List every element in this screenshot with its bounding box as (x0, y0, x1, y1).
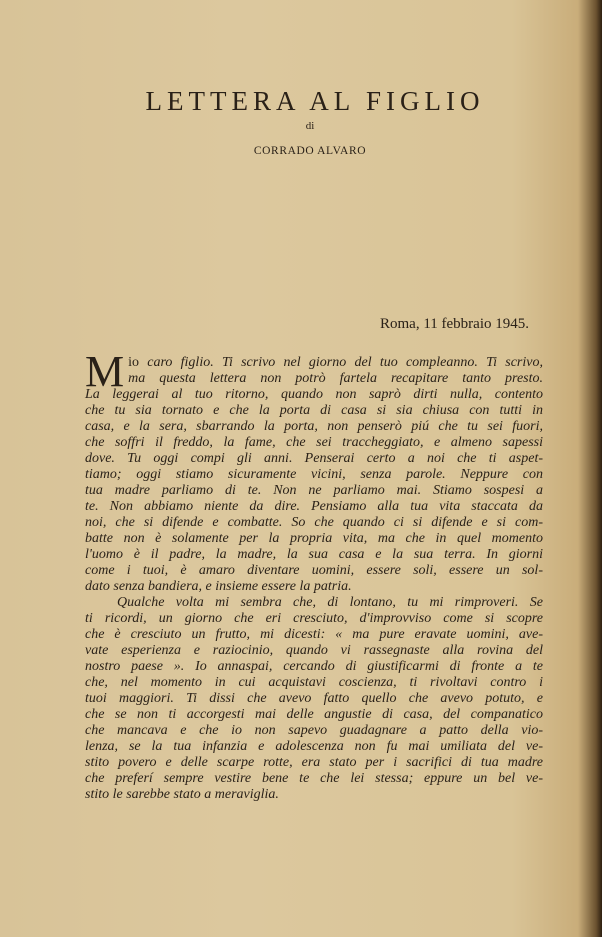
text-line: tua madre parliamo di te. Non ne parliamo mai. Stiamo sospesi a (85, 483, 543, 498)
text-line: batte non è solamente per la propria vita, ma che in quel momento (85, 531, 543, 546)
text-line: Qualche volta mi sembra che, di lontano, tu mi rimproveri. Se (117, 595, 543, 610)
text-line: l'uomo è il padre, la madre, la sua casa e la sua terra. In giorni (85, 547, 543, 562)
text-line: lenza, se la tua infanzia e adolescenza non fu mai umiliata del ve- (85, 739, 543, 754)
text-line: tiamo; oggi stiamo sicuramente vicini, senza parole. Neppure con (85, 467, 543, 482)
text-line: tuoi maggiori. Ti dissi che avevo fatto quello che avevo potuto, e (85, 691, 543, 706)
text-line: nostro paese ». Io annaspai, cercando di giustificarmi di fronte a te (85, 659, 543, 674)
text-line: che mancava e che io non sapevo guadagnare a patto della vio- (85, 723, 543, 738)
first-word-rest: io (128, 355, 140, 370)
dateline: Roma, 11 febbraio 1945. (380, 316, 529, 332)
line-text: caro figlio. Ti scrivo nel giorno del tuo compleanno. Ti scrivo, (139, 355, 543, 370)
letter-body (85, 355, 543, 803)
text-line: ti ricordi, un giorno che eri cresciuto, d'improvviso come si scopre (85, 611, 543, 626)
text-line: La leggerai al tuo ritorno, quando non saprò dirti nulla, contento (85, 387, 543, 402)
text-line: dato senza bandiera, e insieme essere la patria. (85, 579, 352, 594)
author-name: CORRADO ALVARO (253, 145, 367, 157)
text-line: che tu sia tornato e che la porta di casa si sia chiusa con tutti in (85, 403, 543, 418)
byline-di: di (305, 120, 315, 132)
text-line: ma questa lettera non potrò fartela recapitare tanto presto. (128, 371, 543, 386)
article-title: LETTERA AL FIGLIO (145, 86, 485, 116)
text-line: che soffri il freddo, la fame, che sei traccheggiato, e almeno sapessi (85, 435, 543, 450)
text-line: stito le sarebbe stato a meraviglia. (85, 787, 279, 802)
drop-cap: M (85, 355, 125, 387)
text-line: stito povero e delle scarpe rotte, era stato per i sacrifici di tua madre (85, 755, 543, 770)
text-line: come i tuoi, è amaro diventare uomini, essere soli, essere un sol- (85, 563, 543, 578)
text-line: che è cresciuto un frutto, mi dicesti: « ma pure eravate uomini, ave- (85, 627, 543, 642)
text-line: casa, e la sera, sbarrando la porta, non penserò piú che tu sei fuori, (85, 419, 543, 434)
text-line (85, 355, 543, 371)
text-line: vate esperienza e raziocinio, quando vi rassegnaste alla rovina del (85, 643, 543, 658)
text-line: che se non ti accorgesti mai delle angustie di casa, del companatico (85, 707, 543, 722)
text-line: noi, che si difende e combatte. So che quando ci si difende e si com- (85, 515, 543, 530)
text-line: che, nel momento in cui acquistavi coscienza, ti rivoltavi contro i (85, 675, 543, 690)
text-line: che preferí sempre vestire bene te che lei stessa; eppure un bel ve- (85, 771, 543, 786)
text-line: dove. Tu oggi compi gli anni. Penserai certo a noi che ti aspet- (85, 451, 543, 466)
text-line: te. Non abbiamo niente da dire. Pensiamo alla tua vita staccata da (85, 499, 543, 514)
